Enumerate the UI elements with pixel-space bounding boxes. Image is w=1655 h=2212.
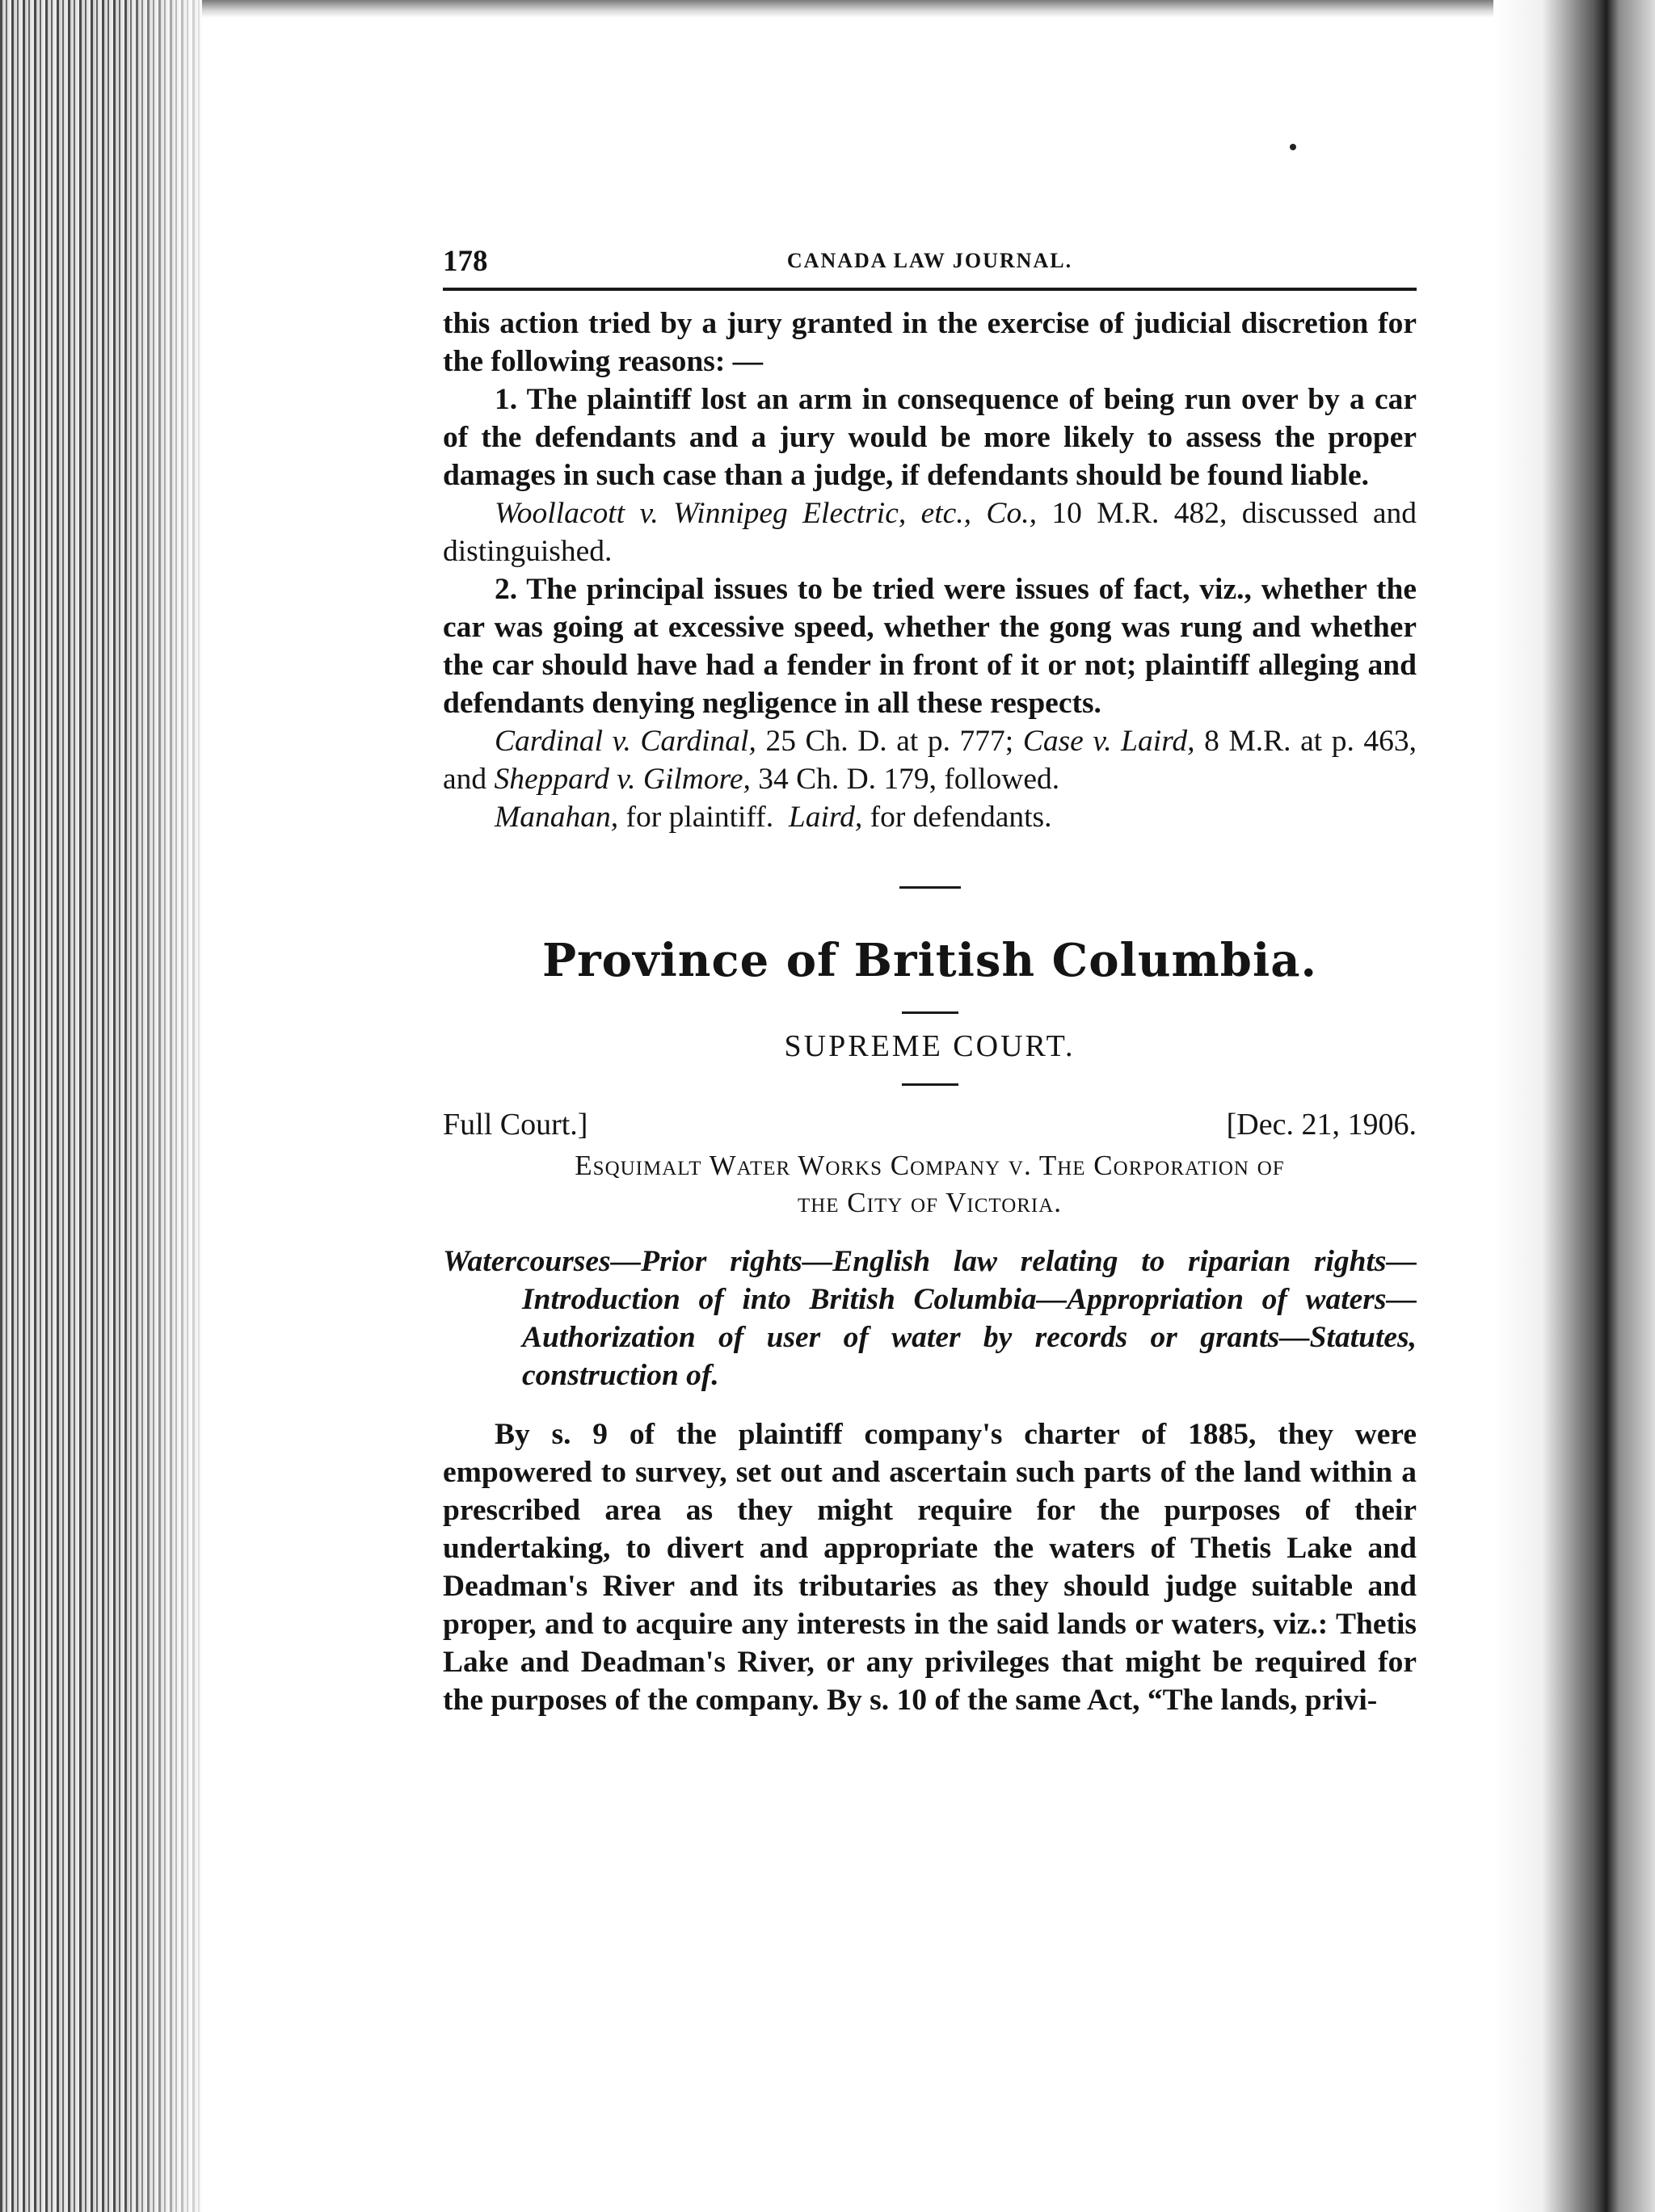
paragraph-counsel: [443, 798, 1417, 836]
page-number: 178: [443, 245, 488, 278]
counsel-name: Laird,: [788, 801, 863, 834]
citation-text: 10 M.R. 482, discussed and distinguished.: [443, 497, 1417, 568]
opinion-text: By s. 9 of the plaintiff company's charter of 1885, they were empowered to survey, set out and ascertain such parts of the land within a prescribed area as they might require for the purposes of their undertaking, to divert and appropriate the waters of Thetis Lake and Deadman's River and its tributaries as they should judge suitable and proper, and to acquire any interests in the said lands or waters, viz.: Thetis Lake and Deadman's River, or any privileges that might be required for the purposes of the company. By s. 10 of the same Act, “The lands, privi-: [443, 1418, 1417, 1717]
journal-title: CANADA LAW JOURNAL.: [786, 249, 1073, 272]
paragraph-citation-2: [443, 722, 1417, 798]
scan-top-edge: [202, 0, 1493, 18]
case-name: Woollacott v. Winnipeg Electric, etc., Co.,: [495, 497, 1037, 530]
document-page: [443, 242, 1417, 1719]
paragraph-citation-1: [443, 494, 1417, 570]
previous-case-text: [443, 305, 1417, 836]
scan-right-edge: [1493, 0, 1655, 2212]
citation-text: 34 Ch. D. 179, followed.: [758, 763, 1060, 796]
decision-date: [Dec. 21, 1906.: [1226, 1108, 1417, 1142]
case-line: [443, 1107, 1417, 1146]
case-name: Case v. Laird,: [1022, 725, 1195, 758]
counsel-role: for plaintiff.: [625, 801, 774, 834]
paragraph-intro: this action tried by a jury granted in the exercise of judicial discretion for the following reasons: —: [443, 307, 1417, 378]
court-name: SUPREME COURT.: [784, 1029, 1076, 1063]
section-divider: [899, 886, 961, 889]
bench: Full Court.]: [443, 1108, 588, 1142]
scan-left-fade: [121, 0, 218, 2212]
section-heading: Province of British Columbia.: [541, 934, 1317, 987]
case-name: Sheppard v. Gilmore,: [494, 763, 751, 796]
citation-text: 25 Ch. D. at p. 777;: [765, 725, 1014, 758]
scan-speck: [1290, 144, 1296, 150]
paragraph-reason-1: 1. The plaintiff lost an arm in consequence of being run over by a car of the defendants and a jury would be more likely to assess the proper damages in such case than a judge, if defendants should be found liable.: [443, 383, 1417, 492]
heading-divider: [902, 1011, 958, 1014]
case-name: Cardinal v. Cardinal,: [495, 725, 756, 758]
court-divider: [902, 1083, 958, 1086]
case-parties-line-1: Esquimalt Water Works Company v. The Corporation of: [575, 1150, 1285, 1181]
case-parties-line-2: the City of Victoria.: [797, 1187, 1063, 1218]
counsel-name: Manahan,: [495, 801, 619, 834]
running-head: [443, 242, 1417, 291]
paragraph-reason-2: 2. The principal issues to be tried were issues of fact, viz., whether the car was going at excessive speed, whether the gong was rung and whether the car should have had a fender in front of it or not; plaintiff alleging and defendants denying negligence in all these respects.: [443, 573, 1417, 720]
headnote: Watercourses—Prior rights—English law relating to riparian rights—Introduction of into British Columbia—Appropriation of waters—Authorization of user of water by records or grants—Statutes, construction of.: [443, 1245, 1417, 1392]
counsel-role: for defendants.: [870, 801, 1052, 834]
citation-text: 8 M.R. at p. 463, and: [443, 725, 1417, 796]
